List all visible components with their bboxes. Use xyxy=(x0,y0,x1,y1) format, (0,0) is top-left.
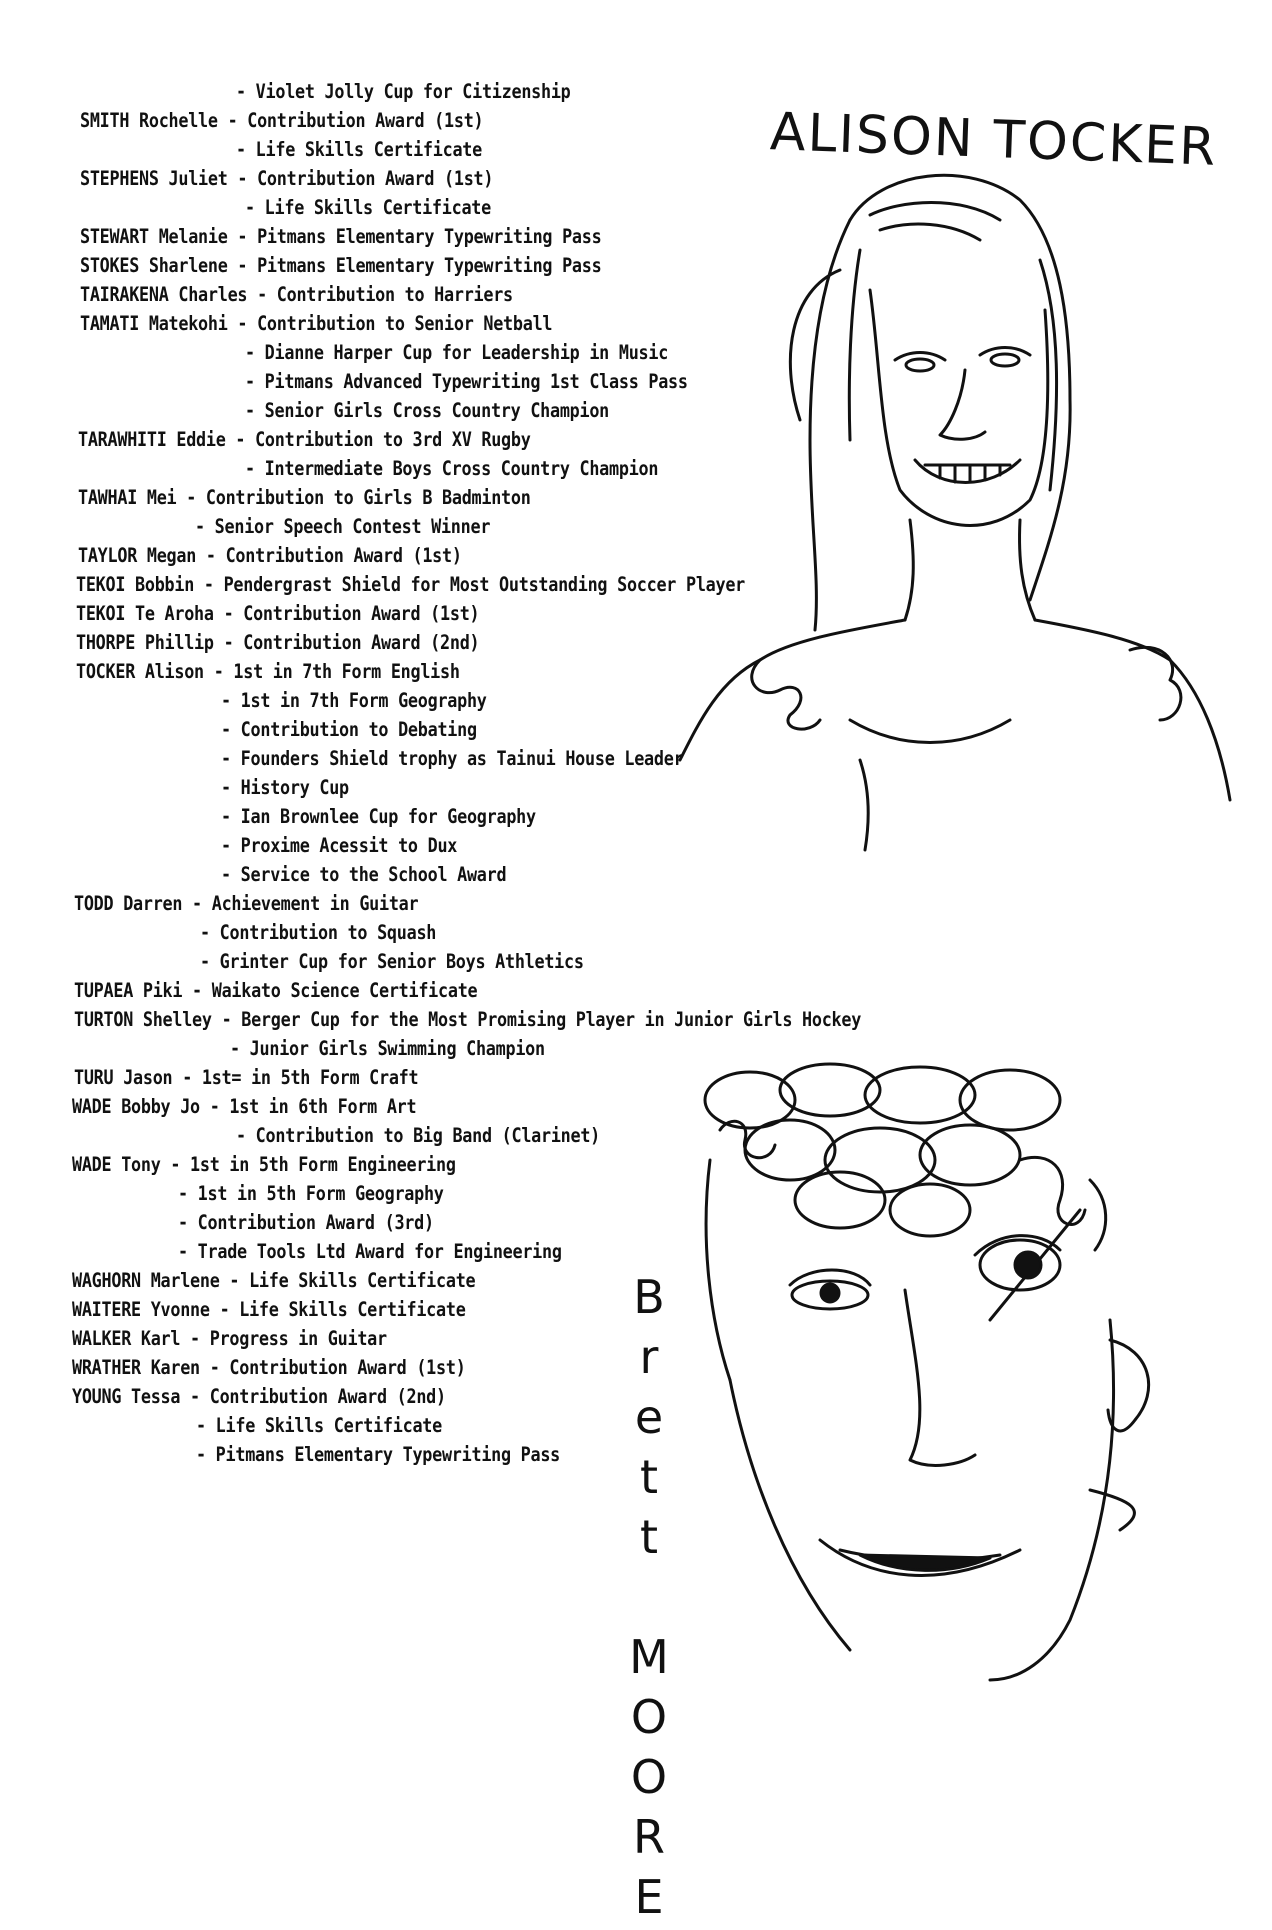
award-line: TODD Darren - Achievement in Guitar xyxy=(74,892,419,915)
award-line: - Pitmans Elementary Typewriting Pass xyxy=(196,1443,561,1466)
award-line: STEPHENS Juliet - Contribution Award (1st) xyxy=(80,167,494,190)
award-line: - Contribution to Big Band (Clarinet) xyxy=(236,1124,601,1147)
award-line: WAITERE Yvonne - Life Skills Certificate xyxy=(72,1298,466,1321)
award-line: - Life Skills Certificate xyxy=(196,1414,442,1437)
award-line: - Contribution to Squash xyxy=(200,921,437,944)
award-line: - Life Skills Certificate xyxy=(245,196,491,219)
award-line: - Service to the School Award xyxy=(221,863,507,886)
sketch-caption-top: ALISON TOCKER xyxy=(769,102,1219,178)
award-line: TAWHAI Mei - Contribution to Girls B Badminton xyxy=(78,486,531,509)
award-line: - Violet Jolly Cup for Citizenship xyxy=(236,80,571,103)
award-line: THORPE Phillip - Contribution Award (2nd) xyxy=(76,631,480,654)
award-line: WRATHER Karen - Contribution Award (1st) xyxy=(72,1356,466,1379)
award-line: - History Cup xyxy=(221,776,349,799)
award-line: TAMATI Matekohi - Contribution to Senior Netball xyxy=(80,312,553,335)
award-line: TURTON Shelley - Berger Cup for the Most Promising Player in Junior Girls Hockey xyxy=(74,1008,862,1031)
award-line: - Grinter Cup for Senior Boys Athletics xyxy=(200,950,584,973)
award-line: TAIRAKENA Charles - Contribution to Harriers xyxy=(80,283,513,306)
award-line: - Ian Brownlee Cup for Geography xyxy=(221,805,536,828)
award-line: WAGHORN Marlene - Life Skills Certificate xyxy=(72,1269,476,1292)
portrait-sketch-top xyxy=(700,160,1200,880)
award-line: WADE Bobby Jo - 1st in 6th Form Art xyxy=(72,1095,417,1118)
award-line: - Senior Girls Cross Country Champion xyxy=(245,399,610,422)
award-line: YOUNG Tessa - Contribution Award (2nd) xyxy=(72,1385,446,1408)
award-line: - 1st in 7th Form Geography xyxy=(221,689,487,712)
award-line: STEWART Melanie - Pitmans Elementary Typewriting Pass xyxy=(80,225,602,248)
award-line: TOCKER Alison - 1st in 7th Form English xyxy=(76,660,460,683)
award-line: WALKER Karl - Progress in Guitar xyxy=(72,1327,387,1350)
award-line: TAYLOR Megan - Contribution Award (1st) xyxy=(78,544,462,567)
award-line: SMITH Rochelle - Contribution Award (1st) xyxy=(80,109,484,132)
award-line: - Senior Speech Contest Winner xyxy=(195,515,491,538)
award-line: - Founders Shield trophy as Tainui House Leader xyxy=(221,747,684,770)
award-line: - Dianne Harper Cup for Leadership in Music xyxy=(245,341,669,364)
award-line: STOKES Sharlene - Pitmans Elementary Typewriting Pass xyxy=(80,254,602,277)
award-line: TARAWHITI Eddie - Contribution to 3rd XV Rugby xyxy=(78,428,531,451)
award-line: TEKOI Te Aroha - Contribution Award (1st) xyxy=(76,602,480,625)
portrait-sketch-bottom xyxy=(690,1060,1210,1680)
award-line: - Contribution Award (3rd) xyxy=(178,1211,434,1234)
award-line: TEKOI Bobbin - Pendergrast Shield for Most Outstanding Soccer Player xyxy=(76,573,746,596)
award-line: - Life Skills Certificate xyxy=(236,138,482,161)
award-line: - 1st in 5th Form Geography xyxy=(178,1182,444,1205)
award-line: TURU Jason - 1st= in 5th Form Craft xyxy=(74,1066,419,1089)
award-line: - Intermediate Boys Cross Country Champion xyxy=(245,457,659,480)
award-line: - Junior Girls Swimming Champion xyxy=(230,1037,545,1060)
award-line: TUPAEA Piki - Waikato Science Certificate xyxy=(74,979,478,1002)
award-line: - Pitmans Advanced Typewriting 1st Class Pass xyxy=(245,370,688,393)
award-line: - Proxime Acessit to Dux xyxy=(221,834,458,857)
award-line: - Contribution to Debating xyxy=(221,718,477,741)
sketch-caption-side: Brett MOORE xyxy=(622,1270,676,1930)
award-line: - Trade Tools Ltd Award for Engineering xyxy=(178,1240,562,1263)
award-line: WADE Tony - 1st in 5th Form Engineering xyxy=(72,1153,456,1176)
